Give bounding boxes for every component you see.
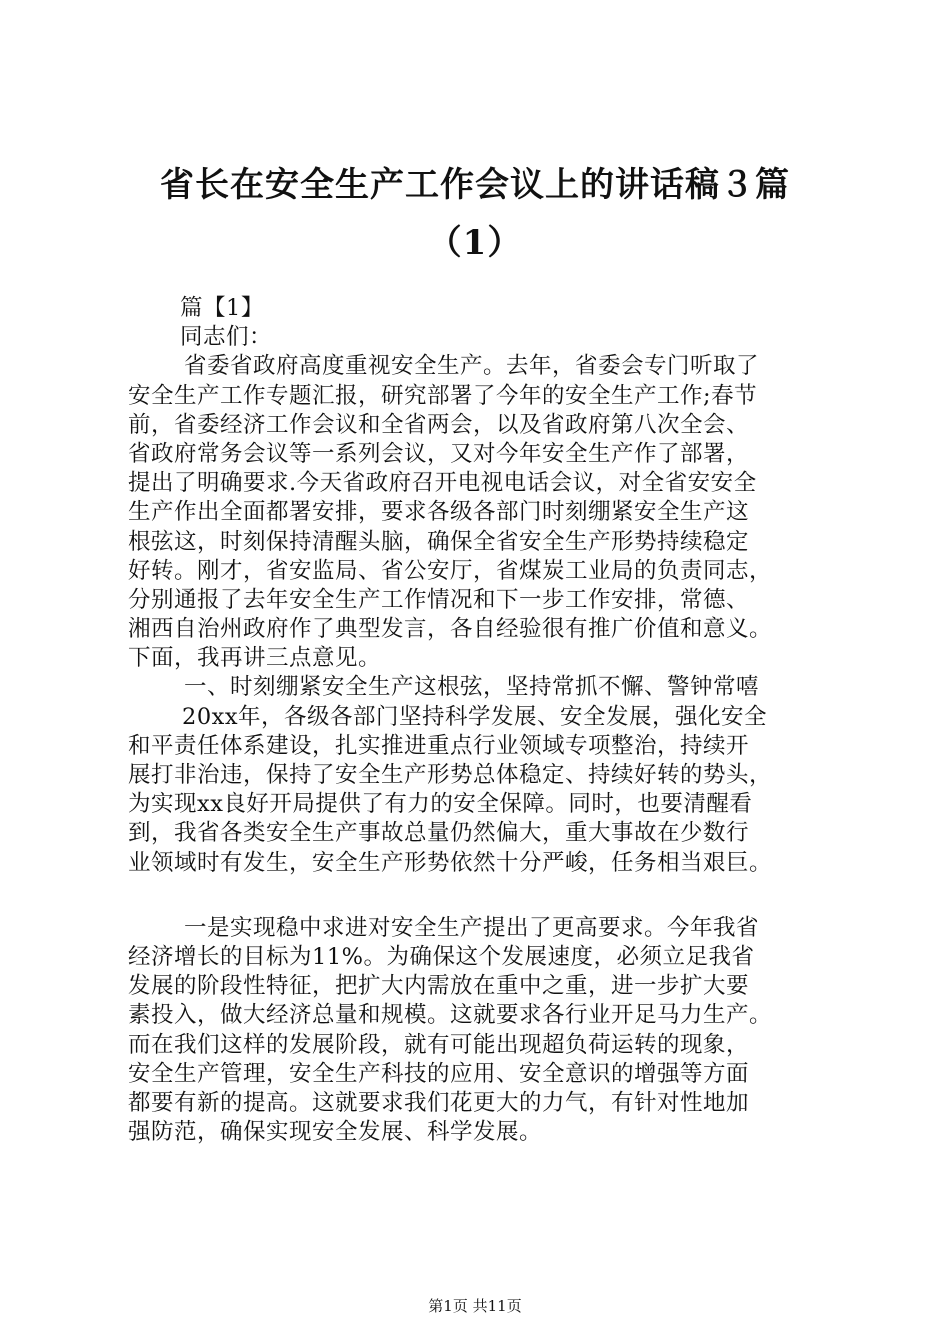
paragraph-line: 而在我们这样的发展阶段，就有可能出现超负荷运转的现象， <box>128 1031 750 1058</box>
salutation: 同志们： <box>180 324 273 351</box>
paragraph-line: 提出了明确要求.今天省政府召开电视电话会议，对全省安安全 <box>128 470 757 497</box>
document-title: 省长在安全生产工作会议上的讲话稿３篇 <box>160 165 790 205</box>
paragraph-line: 20xx年，各级各部门坚持科学发展、安全发展，强化安全 <box>182 703 768 730</box>
paragraph-line: 经济增长的目标为11%。为确保这个发展速度，必须立足我省 <box>128 943 755 970</box>
paragraph-line: 前，省委经济工作会议和全省两会，以及省政府第八次全会、 <box>128 411 750 438</box>
paragraph-line: 好转。刚才，省安监局、省公安厅，省煤炭工业局的负责同志， <box>128 557 773 584</box>
paragraph-line: 和平责任体系建设，扎实推进重点行业领域专项整治，持续开 <box>128 732 750 759</box>
page-footer: 第1页 共11页 <box>428 1297 522 1315</box>
paragraph-line: 强防范，确保实现安全发展、科学发展。 <box>128 1119 543 1146</box>
paragraph-line: 展打非治违，保持了安全生产形势总体稳定、持续好转的势头， <box>128 762 773 788</box>
paragraph-gap <box>128 878 858 914</box>
paragraph-line: 一是实现稳中求进对安全生产提出了更高要求。今年我省 <box>184 914 760 941</box>
paragraph-line: 省政府常务会议等一系列会议，又对今年安全生产作了部署， <box>128 440 750 467</box>
paragraph-line: 到，我省各类安全生产事故总量仍然偏大，重大事故在少数行 <box>128 820 750 847</box>
paragraph-line: 下面，我再讲三点意见。 <box>128 645 382 672</box>
document-title-subtitle: （1） <box>427 223 523 263</box>
paragraph-line: 省委省政府高度重视安全生产。去年，省委会专门听取了 <box>184 353 760 380</box>
paragraph-line: 分别通报了去年安全生产工作情况和下一步工作安排，常德、 <box>128 586 750 613</box>
paragraph-line: 湘西自治州政府作了典型发言，各自经验很有推广价值和意义。 <box>128 616 773 643</box>
section-label: 篇【1】 <box>180 295 264 321</box>
paragraph-line: 素投入，做大经济总量和规模。这就要求各行业开足马力生产。 <box>128 1002 773 1029</box>
paragraph-line: 发展的阶段性特征，把扩大内需放在重中之重，进一步扩大要 <box>128 973 750 1000</box>
paragraph-line: 为实现xx良好开局提供了有力的安全保障。同时，也要清醒看 <box>128 791 753 818</box>
paragraph-line: 安全生产管理，安全生产科技的应用、安全意识的增强等方面 <box>128 1060 750 1087</box>
paragraph-line: 业领域时有发生，安全生产形势依然十分严峻，任务相当艰巨。 <box>128 849 773 876</box>
paragraph-line: 生产作出全面都署安排，要求各级各部门时刻绷紧安全生产这 <box>128 499 750 526</box>
document-body <box>128 294 858 1147</box>
paragraph-line: 安全生产工作专题汇报，研究部署了今年的安全生产工作;春节 <box>128 382 758 409</box>
paragraph-line: 根弦这，时刻保持清醒头脑，确保全省安全生产形势持续稳定 <box>128 528 750 555</box>
section-heading: 一、时刻绷紧安全生产这根弦，坚持常抓不懈、警钟常嘻 <box>184 674 760 701</box>
paragraph-line: 都要有新的提高。这就要求我们花更大的力气，有针对性地加 <box>128 1089 750 1116</box>
